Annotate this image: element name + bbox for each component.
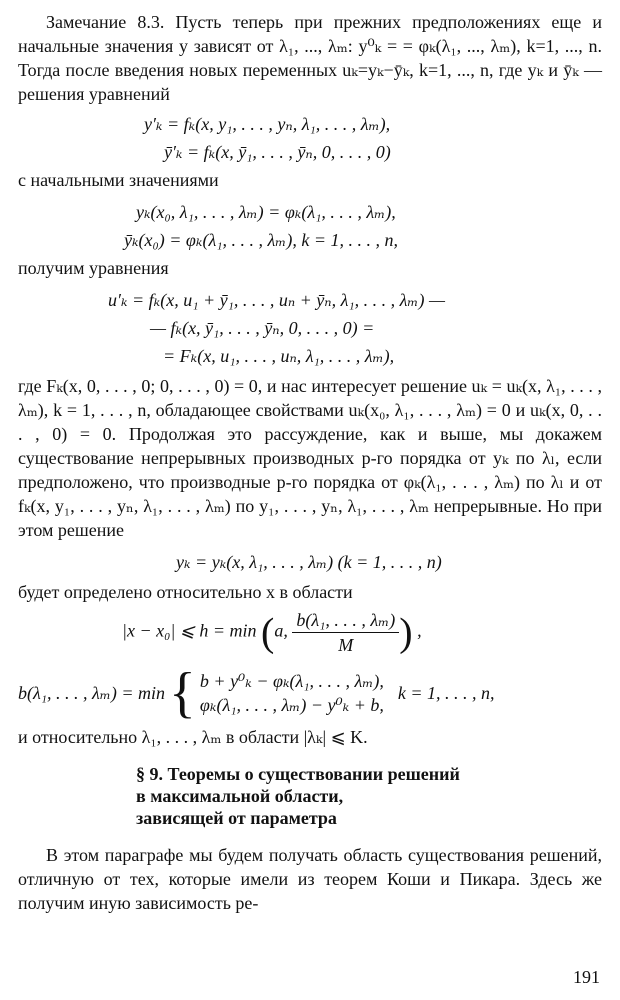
equation-9 [122, 608, 602, 657]
where-paragraph: где Fₖ(x, 0, . . . , 0; 0, . . . , 0) = 0, и нас интересует решение uₖ = uₖ(x, λ₁, . . . , λₘ), k = 1, . . . , n, обладающее свойствами uₖ(x₀, λ₁, . . . , λₘ) = 0 и uₖ(x, 0, . . . , 0) = 0. Продолжая это рассуждение, как и выше, мы докажем существование непрерывных производных p-го порядка от yₖ по λₗ, если предположено, что производные p-го порядка от φₖ(λ₁, . . . , λₘ) по λₗ и от fₖ(x, y₁, . . . , yₙ, λ₁, . . . , λₘ) по y₁, . . . , yₙ, λ₁, . . . , λₘ непрерывные. Но при этом решение [18, 376, 602, 540]
equation-2: ȳ′ₖ = fₖ(x, ȳ₁, . . . , ȳₙ, 0, . . . , 0) [164, 142, 391, 162]
section-title-line-1: § 9. Теоремы о существовании решений [136, 764, 460, 784]
domain-defined-text: будет определено относительно x в области [18, 582, 353, 602]
right-paren: ) [399, 609, 413, 655]
fraction [292, 608, 399, 657]
left-paren: ( [261, 609, 275, 655]
initial-values-text: с начальными значениями [18, 170, 219, 190]
equation-4: ȳₖ(x₀) = φₖ(λ₁, . . . , λₘ), k = 1, . . . , n, [124, 230, 398, 250]
fraction-denominator: M [338, 635, 354, 655]
section-title-line-3: зависящей от параметра [136, 808, 337, 828]
case-2: φₖ(λ₁, . . . , λₘ) − y⁰ₖ + b, [199, 695, 384, 715]
equation-6: — fₖ(x, ȳ₁, . . . , ȳₙ, 0, . . . , 0) = [150, 318, 375, 338]
equation-10-right: k = 1, . . . , n, [397, 683, 495, 703]
page-content [18, 10, 602, 915]
obtain-equations-text: получим уравнения [18, 258, 169, 278]
section-heading [136, 763, 602, 829]
equation-10-left: b(λ₁, . . . , λₘ) = min [18, 683, 166, 703]
equation-1: y′ₖ = fₖ(x, y₁, . . . , yₙ, λ₁, . . . , λₘ), [144, 114, 391, 134]
cases-block [200, 669, 384, 717]
equation-7: = Fₖ(x, u₁, . . . , uₙ, λ₁, . . . , λₘ), [163, 346, 395, 366]
left-brace: { [169, 662, 196, 724]
equation-9-a: a, [274, 620, 288, 641]
section-title-line-2: в максимальной области, [136, 786, 344, 806]
fraction-numerator: b(λ₁, . . . , λₘ) [292, 608, 399, 633]
relative-lambda-text: и относительно λ₁, . . . , λₘ в области |λₖ| ⩽ K. [18, 727, 368, 747]
equation-9-tail: , [417, 620, 422, 641]
equation-9-left: |x − x₀| ⩽ h = min [122, 620, 257, 641]
equation-8: yₖ = yₖ(x, λ₁, . . . , λₘ) (k = 1, . . . , n) [176, 552, 442, 572]
equation-5: u′ₖ = fₖ(x, u₁ + ȳ₁, . . . , uₙ + ȳₙ, λ₁, . . . , λₘ) — [108, 290, 445, 310]
equation-3: yₖ(x₀, λ₁, . . . , λₘ) = φₖ(λ₁, . . . , λₘ), [136, 202, 396, 222]
equation-10 [18, 662, 602, 724]
page-number: 191 [573, 967, 600, 987]
intro-paragraph: В этом параграфе мы будем получать область существования решений, отличную от тех, которые имели из теорем Коши и Пикара. Здесь же получим иную зависимость ре- [18, 845, 602, 913]
remark-paragraph: Замечание 8.3. Пусть теперь при прежних предположениях еще и начальные значения y зависят от λ₁, ..., λₘ: y⁰ₖ = = φₖ(λ₁, ..., λₘ), k=1, ..., n. Тогда после введения новых переменных uₖ=yₖ−ȳₖ, k=1, ..., n, где yₖ и ȳₖ — решения уравнений [18, 12, 602, 104]
case-1: b + y⁰ₖ − φₖ(λ₁, . . . , λₘ), [199, 671, 384, 691]
